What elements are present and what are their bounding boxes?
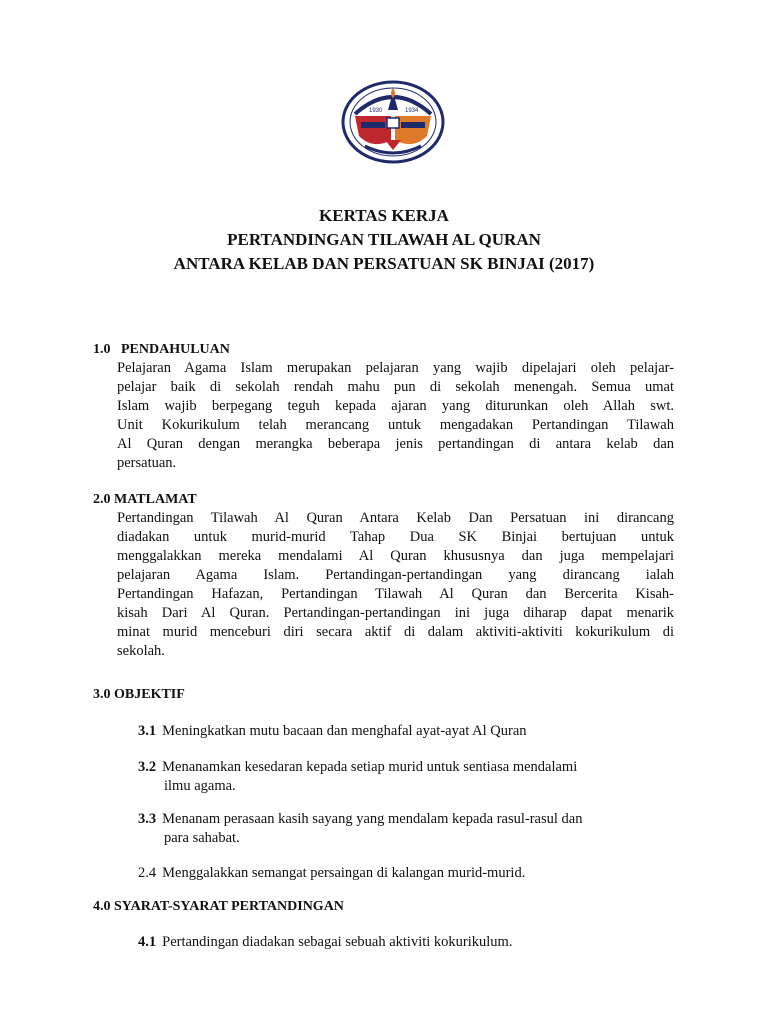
matlamat-line: sekolah. [117,643,165,659]
objective-number: 3.2 [138,759,157,775]
objective-text-continued: ilmu agama. [164,778,236,794]
section-heading-objektif: 3.0 OBJEKTIF [93,687,185,702]
objective-text: Menanam perasaan kasih sayang yang mendalam kepada rasul-rasul dan [162,811,583,827]
objective-text: Menanamkan kesedaran kepada setiap murid untuk sentiasa mendalami [162,759,578,775]
doc-title-line3: ANTARA KELAB DAN PERSATUAN SK BINJAI (2017) [173,254,595,273]
objective-number: 3.3 [138,811,157,827]
matlamat-line: Pertandingan Tilawah Al Quran Antara Kelab Dan Persatuan ini dirancang [117,510,674,526]
objective-text: Menggalakkan semangat persaingan di kalangan murid-murid. [162,865,526,881]
syarat-number: 4.1 [138,934,157,950]
pendahuluan-line: Pelajaran Agama Islam merupakan pelajaran yang wajib dipelajari oleh pelajar- [117,360,674,376]
school-crest-logo-icon [341,80,445,164]
matlamat-line: kisah Dari Al Quran. Pertandingan-pertandingan ini juga diharap dapat menarik [117,605,674,621]
objective-item [138,864,525,883]
section-heading-pendahuluan: 1.0 PENDAHULUAN [93,342,230,357]
matlamat-line: minat murid menceburi diri secara aktif di dalam aktiviti-aktiviti kokurikulum di [117,624,674,640]
logo-year-right: 1934 [405,108,419,114]
doc-title-line2: PERTANDINGAN TILAWAH AL QURAN [227,230,541,249]
pendahuluan-line: pelajar baik di sekolah rendah mahu pun di sekolah menengah. Semua umat [117,379,674,395]
matlamat-line: pelajaran Agama Islam. Pertandingan-pertandingan yang dirancang ialah [117,567,674,583]
syarat-text: Pertandingan diadakan sebagai sebuah aktiviti kokurikulum. [162,934,513,950]
pendahuluan-line: Unit Kokurikulum telah merancang untuk mengadakan Pertandingan Tilawah [117,417,674,433]
logo-year-left: 1930 [369,108,383,114]
pendahuluan-line: persatuan. [117,455,177,471]
objective-number: 2.4 [138,865,157,881]
section-heading-matlamat: 2.0 MATLAMAT [93,492,197,507]
objective-text: Meningkatkan mutu bacaan dan menghafal ayat-ayat Al Quran [162,723,527,739]
syarat-item [138,933,512,952]
doc-title-line1: KERTAS KERJA [319,206,449,225]
section-heading-syarat: 4.0 SYARAT-SYARAT PERTANDINGAN [93,899,344,914]
objective-item [138,810,582,829]
matlamat-line: Pertandingan Hafazan, Pertandingan Tilawah Al Quran dan Bercerita Kisah- [117,586,674,602]
objective-number: 3.1 [138,723,157,739]
pendahuluan-line: Islam wajib berpegang teguh kepada ajaran yang diturunkan oleh Allah swt. [117,398,674,414]
pendahuluan-line: Al Quran dengan merangka beberapa jenis pertandingan di antara kelab dan [117,436,674,452]
matlamat-line: diadakan untuk murid-murid Tahap Dua SK Binjai bertujuan untuk [117,529,674,545]
objective-text-continued: para sahabat. [164,830,240,846]
matlamat-line: menggalakkan mereka mendalami Al Quran khususnya dan juga mempelajari [117,548,674,564]
objective-item [138,758,577,777]
objective-item [138,722,527,741]
